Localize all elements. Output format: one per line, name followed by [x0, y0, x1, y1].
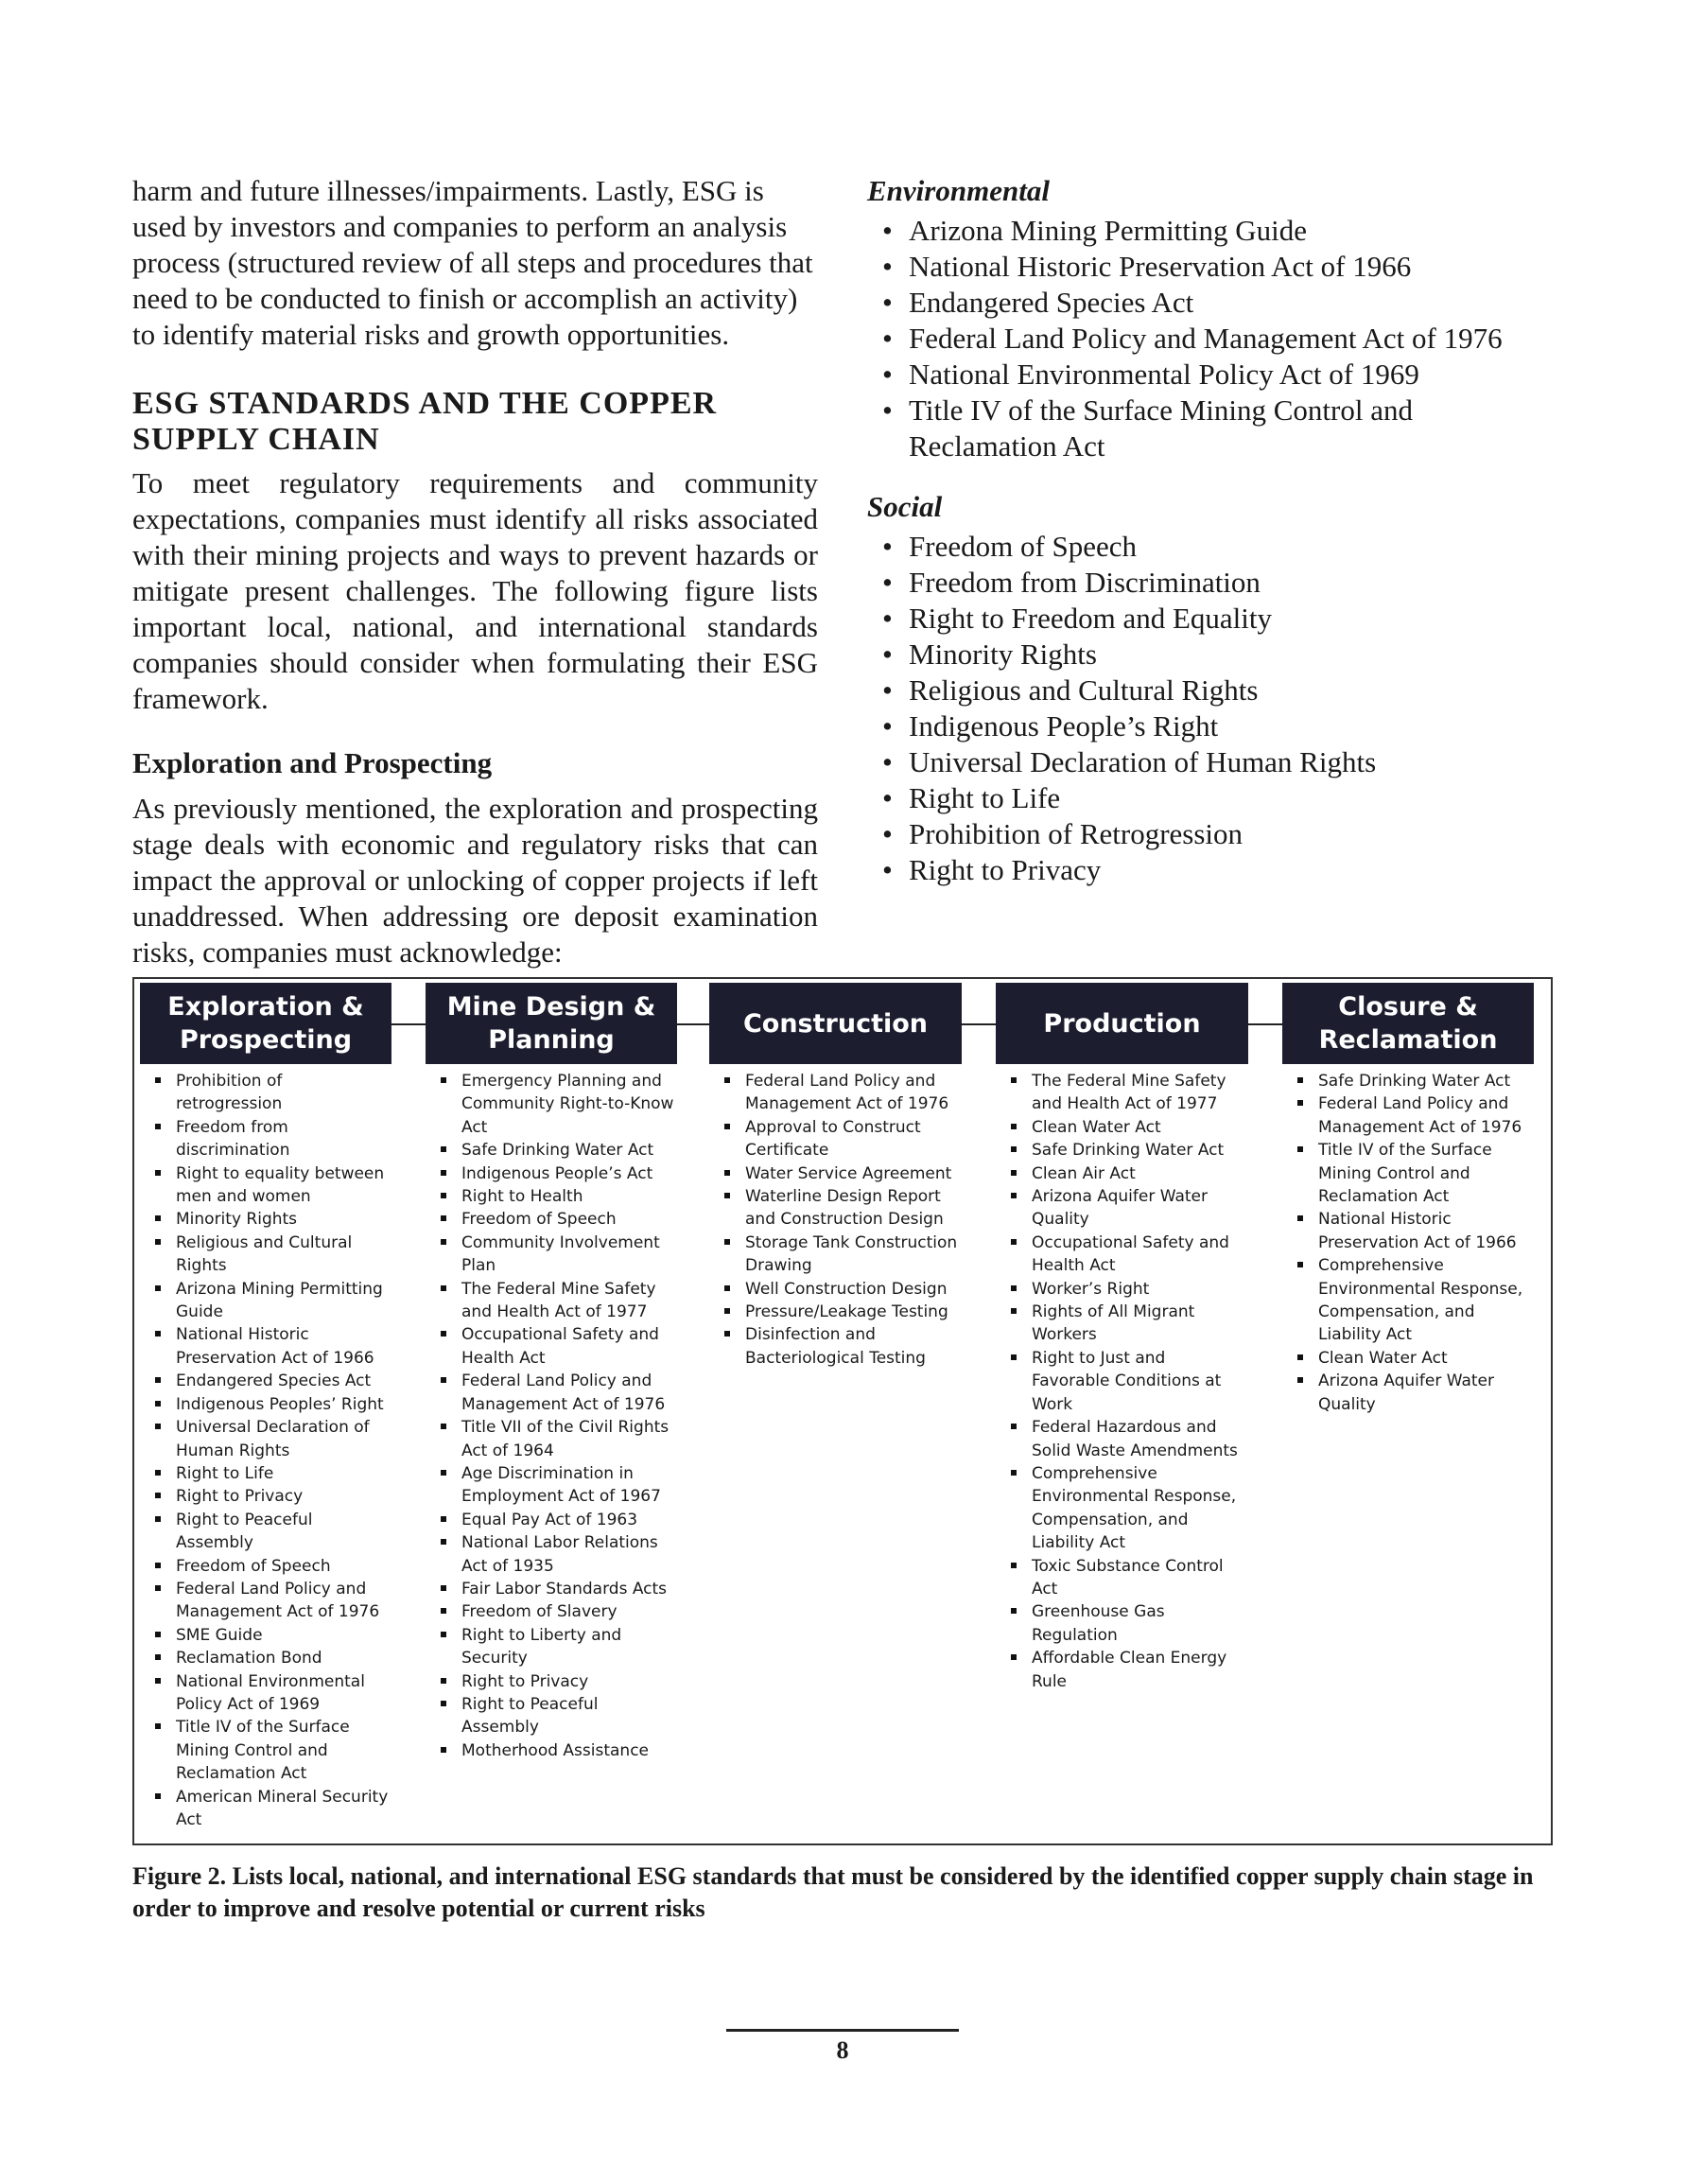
stage-standards-list	[1282, 1070, 1534, 1416]
standard-item: Right to Life	[155, 1462, 391, 1485]
standard-item: Indigenous Peoples’ Right	[155, 1393, 391, 1416]
stage-header: Mine Design & Planning	[426, 983, 677, 1064]
standard-item: National Labor Relations Act of 1935	[441, 1531, 677, 1578]
standard-item: Title VII of the Civil Rights Act of 1964	[441, 1416, 677, 1462]
list-item: • Indigenous People’s Right	[880, 708, 1567, 744]
stage-standards-list	[140, 1070, 391, 1831]
standard-item: Right to Privacy	[155, 1485, 391, 1508]
standard-item: Motherhood Assistance	[441, 1739, 677, 1762]
standard-item: Freedom of Speech	[155, 1555, 391, 1578]
standard-item: Right to Peaceful Assembly	[155, 1509, 391, 1555]
standard-item: The Federal Mine Safety and Health Act of 1977	[1011, 1070, 1248, 1116]
standard-item: Federal Land Policy and Management Act of 1976	[155, 1578, 391, 1624]
standard-item: Prohibition of retrogression	[155, 1070, 391, 1116]
standard-item: American Mineral Security Act	[155, 1786, 391, 1832]
standard-item: Equal Pay Act of 1963	[441, 1509, 677, 1531]
standard-item: Clean Water Act	[1011, 1116, 1248, 1139]
list-item: • Religious and Cultural Rights	[880, 673, 1567, 708]
subsection-heading: Exploration and Prospecting	[132, 746, 493, 779]
standard-item: Reclamation Bond	[155, 1647, 391, 1669]
stage-construction	[709, 983, 962, 1370]
intro-paragraph: harm and future illnesses/impairments. Lastly, ESG is used by investors and companies to perform an analysis process (structured review of all steps and procedures that need to be conducted to finish or accomplish an activity) to identify material risks and growth opportunities.	[132, 174, 813, 351]
standard-item: Disinfection and Bacteriological Testing	[724, 1323, 962, 1370]
standard-item: Community Involvement Plan	[441, 1232, 677, 1278]
list-item: • Universal Declaration of Human Rights	[880, 744, 1567, 780]
list-item: • Right to Freedom and Equality	[880, 601, 1567, 637]
footer-rule	[726, 2029, 959, 2032]
standard-item: Endangered Species Act	[155, 1370, 391, 1392]
right-column	[867, 173, 1567, 913]
standard-item: Waterline Design Report and Construction Design	[724, 1185, 962, 1232]
standard-item: Arizona Aquifer Water Quality	[1297, 1370, 1534, 1416]
stage-header: Production	[996, 983, 1248, 1064]
standard-item: Indigenous People’s Act	[441, 1162, 677, 1185]
standard-item: Greenhouse Gas Regulation	[1011, 1600, 1248, 1647]
stage-standards-list	[996, 1070, 1248, 1693]
standard-item: Emergency Planning and Community Right-to-Know Act	[441, 1070, 677, 1139]
list-item: • National Historic Preservation Act of 1966	[880, 249, 1567, 285]
stage-mine-design	[426, 983, 677, 1762]
standard-item: National Environmental Policy Act of 1969	[155, 1670, 391, 1717]
standard-item: The Federal Mine Safety and Health Act of 1977	[441, 1278, 677, 1324]
standard-item: Rights of All Migrant Workers	[1011, 1301, 1248, 1347]
standard-item: Clean Water Act	[1297, 1347, 1534, 1370]
list-item: • Freedom of Speech	[880, 529, 1567, 565]
stage-production	[996, 983, 1248, 1693]
list-item: • Arizona Mining Permitting Guide	[880, 213, 1567, 249]
standard-item: Right to Health	[441, 1185, 677, 1208]
section-paragraph: To meet regulatory requirements and community expectations, companies must identify all risks associated with their mining projects and ways to prevent hazards or mitigate present challenges. The following figure lists important local, national, and international standards companies should consider when formulating their ESG framework.	[132, 466, 818, 715]
standard-item: Freedom from discrimination	[155, 1116, 391, 1162]
standard-item: Freedom of Speech	[441, 1208, 677, 1231]
stage-connector	[1248, 1023, 1282, 1025]
standard-item: Federal Hazardous and Solid Waste Amendments	[1011, 1416, 1248, 1462]
stage-standards-list	[426, 1070, 677, 1762]
standard-item: Right to equality between men and women	[155, 1162, 391, 1209]
standard-item: Arizona Aquifer Water Quality	[1011, 1185, 1248, 1232]
standard-item: SME Guide	[155, 1624, 391, 1647]
standard-item: Religious and Cultural Rights	[155, 1232, 391, 1278]
standard-item: Title IV of the Surface Mining Control and Reclamation Act	[155, 1716, 391, 1785]
list-item: • Endangered Species Act	[880, 285, 1567, 321]
standard-item: Minority Rights	[155, 1208, 391, 1231]
list-item: • Title IV of the Surface Mining Control and Reclamation Act	[880, 393, 1567, 464]
standard-item: Federal Land Policy and Management Act of 1976	[1297, 1092, 1534, 1139]
standard-item: National Historic Preservation Act of 1966	[1297, 1208, 1534, 1254]
list-item: • Federal Land Policy and Management Act of 1976	[880, 321, 1567, 357]
stage-connector	[962, 1023, 996, 1025]
list-item: • Right to Privacy	[880, 852, 1567, 888]
standard-item: Comprehensive Environmental Response, Compensation, and Liability Act	[1297, 1254, 1534, 1347]
standard-item: Occupational Safety and Health Act	[1011, 1232, 1248, 1278]
standard-item: Storage Tank Construction Drawing	[724, 1232, 962, 1278]
standard-item: Federal Land Policy and Management Act of 1976	[724, 1070, 962, 1116]
standard-item: Safe Drinking Water Act	[441, 1139, 677, 1162]
standard-item: Safe Drinking Water Act	[1297, 1070, 1534, 1092]
standard-item: Title IV of the Surface Mining Control and Reclamation Act	[1297, 1139, 1534, 1208]
standard-item: Universal Declaration of Human Rights	[155, 1416, 391, 1462]
standard-item: Occupational Safety and Health Act	[441, 1323, 677, 1370]
standard-item: Comprehensive Environmental Response, Compensation, and Liability Act	[1011, 1462, 1248, 1555]
subsection-paragraph: As previously mentioned, the exploration and prospecting stage deals with economic and regulatory risks that can impact the approval or unlocking of copper projects if left unaddressed. When addressing ore deposit examination risks, companies must acknowledge:	[132, 792, 818, 969]
standard-item: Arizona Mining Permitting Guide	[155, 1278, 391, 1324]
stage-connector	[391, 1023, 426, 1025]
standard-item: Water Service Agreement	[724, 1162, 962, 1185]
supply-chain-figure	[132, 977, 1553, 1845]
social-heading: Social	[867, 490, 943, 523]
stage-header: Exploration & Prospecting	[140, 983, 391, 1064]
standard-item: Toxic Substance Control Act	[1011, 1555, 1248, 1601]
standard-item: Freedom of Slavery	[441, 1600, 677, 1623]
standard-item: Pressure/Leakage Testing	[724, 1301, 962, 1323]
standard-item: Fair Labor Standards Acts	[441, 1578, 677, 1600]
stage-connector	[677, 1023, 709, 1025]
stage-header: Construction	[709, 983, 962, 1064]
standard-item: Right to Privacy	[441, 1670, 677, 1693]
section-heading: ESG STANDARDS AND THE COPPER SUPPLY CHAIN	[132, 386, 718, 457]
stage-exploration	[140, 983, 391, 1831]
list-item: • Right to Life	[880, 780, 1567, 816]
list-item: • Freedom from Discrimination	[880, 565, 1567, 601]
standard-item: Federal Land Policy and Management Act of 1976	[441, 1370, 677, 1416]
list-item: • Prohibition of Retrogression	[880, 816, 1567, 852]
standard-item: Safe Drinking Water Act	[1011, 1139, 1248, 1162]
standard-item: Worker’s Right	[1011, 1278, 1248, 1301]
list-item: • National Environmental Policy Act of 1969	[880, 357, 1567, 393]
stage-header: Closure & Reclamation	[1282, 983, 1534, 1064]
environmental-list	[867, 213, 1567, 464]
standard-item: Age Discrimination in Employment Act of 1967	[441, 1462, 677, 1509]
left-column	[132, 173, 818, 970]
standard-item: Approval to Construct Certificate	[724, 1116, 962, 1162]
environmental-heading: Environmental	[867, 174, 1050, 207]
standard-item: Right to Liberty and Security	[441, 1624, 677, 1670]
standard-item: Right to Peaceful Assembly	[441, 1693, 677, 1739]
social-list	[867, 529, 1567, 888]
figure-caption: Figure 2. Lists local, national, and international ESG standards that must be considered by the identified copper supply chain stage in order to improve and resolve potential or current risks	[132, 1862, 1534, 1922]
page-number: 8	[836, 2036, 849, 2064]
standard-item: National Historic Preservation Act of 1966	[155, 1323, 391, 1370]
list-item: • Minority Rights	[880, 637, 1567, 673]
standard-item: Affordable Clean Energy Rule	[1011, 1647, 1248, 1693]
standard-item: Clean Air Act	[1011, 1162, 1248, 1185]
standard-item: Well Construction Design	[724, 1278, 962, 1301]
stage-closure	[1282, 983, 1534, 1416]
stage-standards-list	[709, 1070, 962, 1370]
standard-item: Right to Just and Favorable Conditions at Work	[1011, 1347, 1248, 1416]
